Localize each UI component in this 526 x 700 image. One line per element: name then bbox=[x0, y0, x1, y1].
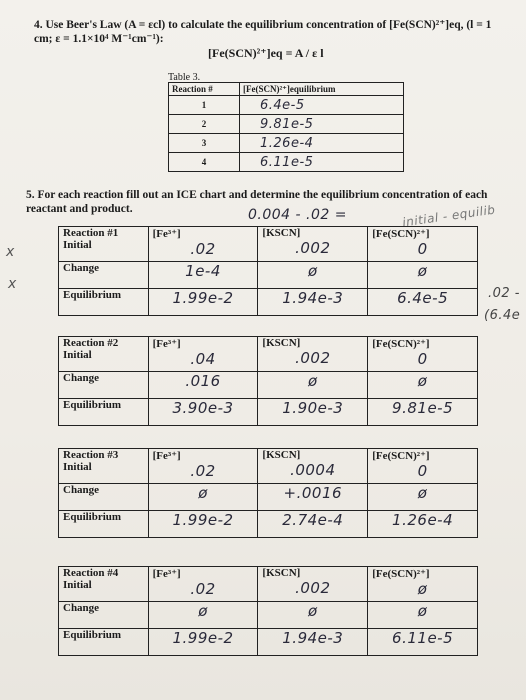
column-header: [Fe(SCN)²⁺] bbox=[372, 338, 430, 350]
handwritten-value: 0 bbox=[417, 240, 428, 258]
handwritten-value: 1.99e-2 bbox=[148, 629, 258, 656]
handwritten-value: .04 bbox=[190, 350, 216, 368]
handwritten-value: 0 bbox=[417, 350, 428, 368]
handwritten-value: 2.74e-4 bbox=[258, 511, 368, 538]
ice-table-reaction-2 bbox=[58, 336, 478, 426]
column-header: [KSCN] bbox=[262, 449, 301, 461]
row-label: Equilibrium bbox=[63, 511, 122, 523]
column-header: [Fe(SCN)²⁺] bbox=[372, 450, 430, 462]
row-label: Change bbox=[63, 602, 100, 614]
row-label: Initial bbox=[63, 349, 92, 361]
row-label: Initial bbox=[63, 239, 92, 251]
table-row bbox=[169, 96, 404, 115]
ice-title: Reaction #4 bbox=[63, 567, 119, 579]
handwritten-value: .02 bbox=[190, 240, 216, 258]
row-label: Equilibrium bbox=[63, 629, 122, 641]
handwritten-value: .002 bbox=[295, 579, 331, 597]
ice-title: Reaction #1 bbox=[63, 227, 119, 239]
reaction-number: 2 bbox=[169, 115, 240, 134]
reaction-number: 3 bbox=[169, 134, 240, 153]
question-4-text: 4. Use Beer's Law (A = εcl) to calculate the equilibrium concentration of [Fe(SCN)²⁺]eq, (l = 1 cm; ε = 1.1×10⁴ M⁻¹cm⁻¹): bbox=[34, 19, 492, 45]
table-row bbox=[169, 153, 404, 172]
row-label: Change bbox=[63, 372, 100, 384]
row-label: Initial bbox=[63, 461, 92, 473]
ice-title: Reaction #3 bbox=[63, 449, 119, 461]
column-header: [Fe³⁺] bbox=[152, 228, 181, 240]
handwritten-value: .02 bbox=[190, 580, 216, 598]
beers-law-formula: [Fe(SCN)²⁺]eq = A / ε l bbox=[208, 46, 324, 60]
handwritten-value: 9.81e-5 bbox=[240, 115, 404, 134]
table-3-caption: Table 3. bbox=[168, 72, 201, 83]
column-header: [KSCN] bbox=[262, 567, 301, 579]
handwritten-note: 0.004 - .02 = bbox=[248, 207, 347, 223]
handwritten-note: initial - equilib bbox=[401, 202, 497, 230]
handwritten-value: ø bbox=[258, 602, 368, 629]
row-label: Initial bbox=[63, 579, 92, 591]
handwritten-value: ø bbox=[368, 484, 478, 511]
handwritten-value: 1.26e-4 bbox=[368, 511, 478, 538]
table-3-header-equilibrium: [Fe(SCN)²⁺]equilibrium bbox=[240, 83, 404, 96]
handwritten-side-note: .02 - bbox=[488, 286, 520, 301]
handwritten-value: 3.90e-3 bbox=[148, 399, 258, 426]
handwritten-value: 6.4e-5 bbox=[368, 289, 478, 316]
handwritten-value: ø bbox=[368, 372, 478, 399]
handwritten-value: ø bbox=[258, 262, 368, 289]
ice-table-reaction-1 bbox=[58, 226, 478, 316]
table-3-header-reaction: Reaction # bbox=[169, 83, 240, 96]
reaction-number: 1 bbox=[169, 96, 240, 115]
handwritten-value: 1.94e-3 bbox=[258, 629, 368, 656]
handwritten-value: ø bbox=[258, 372, 368, 399]
handwritten-value: .002 bbox=[295, 239, 331, 257]
handwritten-side-note: (6.4e bbox=[484, 308, 521, 323]
handwritten-value: 9.81e-5 bbox=[368, 399, 478, 426]
handwritten-value: 6.11e-5 bbox=[240, 153, 404, 172]
column-header: [Fe³⁺] bbox=[152, 568, 181, 580]
handwritten-value: +.0016 bbox=[258, 484, 368, 511]
handwritten-value: ø bbox=[148, 484, 258, 511]
row-label: Equilibrium bbox=[63, 289, 122, 301]
column-header: [Fe(SCN)²⁺] bbox=[372, 228, 430, 240]
handwritten-value: 6.4e-5 bbox=[240, 96, 404, 115]
margin-mark: x bbox=[6, 244, 15, 260]
handwritten-value: .016 bbox=[148, 372, 258, 399]
handwritten-value: 0 bbox=[417, 462, 428, 480]
column-header: [Fe³⁺] bbox=[152, 338, 181, 350]
ice-table-reaction-4 bbox=[58, 566, 478, 656]
handwritten-value: 1e-4 bbox=[148, 262, 258, 289]
reaction-number: 4 bbox=[169, 153, 240, 172]
handwritten-value: ø bbox=[148, 602, 258, 629]
handwritten-value: ø bbox=[368, 602, 478, 629]
table-3 bbox=[168, 82, 404, 172]
question-5-text: 5. For each reaction fill out an ICE chart and determine the equilibrium concentration of each reactant and product. bbox=[26, 189, 488, 215]
handwritten-value: ø bbox=[417, 580, 428, 598]
row-label: Change bbox=[63, 484, 100, 496]
handwritten-value: 1.99e-2 bbox=[148, 511, 258, 538]
handwritten-value: 1.26e-4 bbox=[240, 134, 404, 153]
column-header: [KSCN] bbox=[262, 337, 301, 349]
handwritten-value: .0004 bbox=[290, 461, 336, 479]
table-row bbox=[169, 134, 404, 153]
column-header: [Fe(SCN)²⁺] bbox=[372, 568, 430, 580]
margin-mark: x bbox=[8, 276, 17, 292]
column-header: [KSCN] bbox=[262, 227, 301, 239]
handwritten-value: .002 bbox=[295, 349, 331, 367]
ice-table-reaction-3 bbox=[58, 448, 478, 538]
handwritten-value: 1.90e-3 bbox=[258, 399, 368, 426]
column-header: [Fe³⁺] bbox=[152, 450, 181, 462]
row-label: Equilibrium bbox=[63, 399, 122, 411]
table-row bbox=[169, 115, 404, 134]
ice-title: Reaction #2 bbox=[63, 337, 119, 349]
row-label: Change bbox=[63, 262, 100, 274]
handwritten-value: .02 bbox=[190, 462, 216, 480]
handwritten-value: 1.99e-2 bbox=[148, 289, 258, 316]
handwritten-value: ø bbox=[368, 262, 478, 289]
handwritten-value: 6.11e-5 bbox=[368, 629, 478, 656]
handwritten-value: 1.94e-3 bbox=[258, 289, 368, 316]
